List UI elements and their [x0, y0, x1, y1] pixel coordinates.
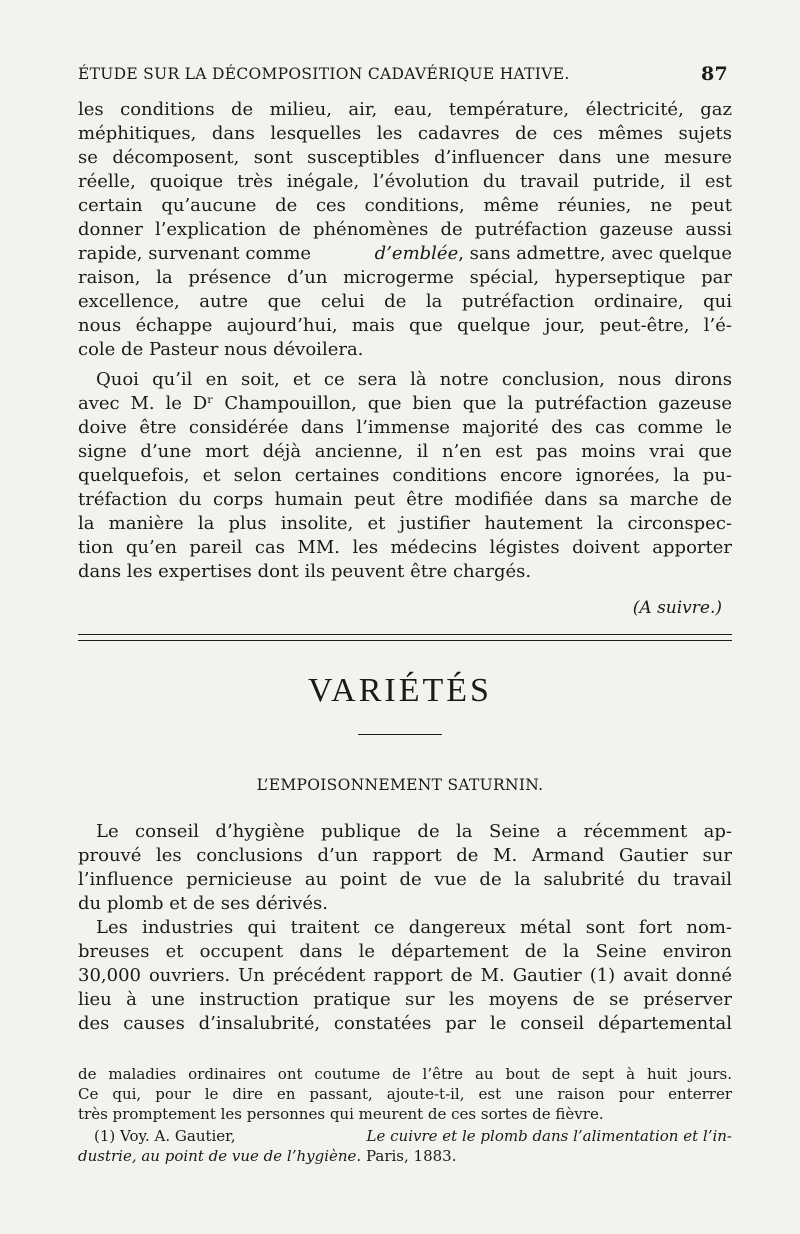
- footnote-prefix: (1) Voy. A. Gautier,: [94, 1127, 236, 1145]
- body-line: cole de Pasteur nous dévoilera.: [78, 339, 364, 360]
- title-rule: [358, 734, 442, 735]
- body-line: quelquefois, et selon certaines conditions encore ignorées, la pu-: [78, 465, 732, 486]
- body-line: nous échappe aujourd’hui, mais que quelque jour, peut-être, l’é-: [78, 315, 732, 336]
- footnote-reference-cont: [78, 1146, 732, 1166]
- article-title: L’EMPOISONNEMENT SATURNIN.: [256, 776, 544, 794]
- body-line: breuses et occupent dans le département de la Seine environ: [78, 941, 732, 962]
- body-line: avec M. le Dʳ Champouillon, que bien que la putréfaction gazeuse: [78, 393, 732, 414]
- body-line: les conditions de milieu, air, eau, température, électricité, gaz: [78, 99, 732, 120]
- body-line: Le conseil d’hygiène publique de la Seine a récemment ap-: [96, 821, 732, 842]
- body-line: l’influence pernicieuse au point de vue de la salubrité du travail: [78, 869, 732, 890]
- body-line: lieu à une instruction pratique sur les moyens de se préserver: [78, 989, 732, 1010]
- page-number: 87: [700, 63, 728, 85]
- body-line: dans les expertises dont ils peuvent être chargés.: [78, 561, 532, 582]
- body-line: donner l’explication de phénomènes de putréfaction gazeuse aussi: [78, 219, 732, 240]
- emphasis: d’emblée: [374, 243, 459, 264]
- running-title: ÉTUDE SUR LA DÉCOMPOSITION CADAVÉRIQUE HATIVE.: [78, 65, 570, 83]
- line-start: rapide, survenant comme: [78, 243, 312, 264]
- body-line: tréfaction du corps humain peut être modifiée dans sa marche de: [78, 489, 732, 510]
- double-rule-bottom: [78, 640, 732, 641]
- section-title: VARIÉTÉS: [308, 672, 492, 709]
- body-line: raison, la présence d’un microgerme spécial, hyperseptique par: [78, 267, 732, 288]
- double-rule-top: [78, 634, 732, 635]
- body-line: [78, 242, 732, 266]
- to-be-continued: (A suivre.): [632, 598, 722, 618]
- line-end: d’emblée, sans admettre, avec quelque: [374, 243, 732, 264]
- body-line: réelle, quoique très inégale, l’évolution du travail putride, il est: [78, 171, 732, 192]
- footnote-line: très promptement les personnes qui meurent de ces sortes de fièvre.: [78, 1105, 604, 1123]
- footnote-reference: [94, 1126, 732, 1146]
- footnote-publisher: Paris, 1883.: [365, 1147, 457, 1165]
- body-line: excellence, autre que celui de la putréfaction ordinaire, qui: [78, 291, 732, 312]
- body-line: Quoi qu’il en soit, et ce sera là notre conclusion, nous dirons: [96, 369, 732, 390]
- body-line: se décomposent, sont susceptibles d’influencer dans une mesure: [78, 147, 732, 168]
- body-line: méphitiques, dans lesquelles les cadavres de ces mêmes sujets: [78, 123, 732, 144]
- footnote-line: de maladies ordinaires ont coutume de l’être au bout de sept à huit jours.: [78, 1065, 732, 1083]
- body-line: signe d’une mort déjà ancienne, il n’en est pas moins vrai que: [78, 441, 732, 462]
- body-line: du plomb et de ses dérivés.: [78, 893, 328, 914]
- body-line: prouvé les conclusions d’un rapport de M. Armand Gautier sur: [78, 845, 732, 866]
- footnote-book-title: Le cuivre et le plomb dans l’alimentation et l’in-: [366, 1127, 732, 1145]
- body-line: tion qu’en pareil cas MM. les médecins légistes doivent apporter: [78, 537, 732, 558]
- body-line: 30,000 ouvriers. Un précédent rapport de M. Gautier (1) avait donné: [78, 965, 732, 986]
- footnote-book-title-cont: dustrie, au point de vue de l’hygiène.: [78, 1147, 362, 1165]
- footnote-line: Ce qui, pour le dire en passant, ajoute-t-il, est une raison pour enterrer: [78, 1085, 732, 1103]
- body-line: certain qu’aucune de ces conditions, même réunies, ne peut: [78, 195, 732, 216]
- running-header: [78, 60, 728, 88]
- body-line: doive être considérée dans l’immense majorité des cas comme le: [78, 417, 732, 438]
- body-line: Les industries qui traitent ce dangereux métal sont fort nom-: [96, 917, 732, 938]
- body-line: des causes d’insalubrité, constatées par le conseil départemental: [78, 1013, 732, 1034]
- body-line: la manière la plus insolite, et justifier hautement la circonspec-: [78, 513, 732, 534]
